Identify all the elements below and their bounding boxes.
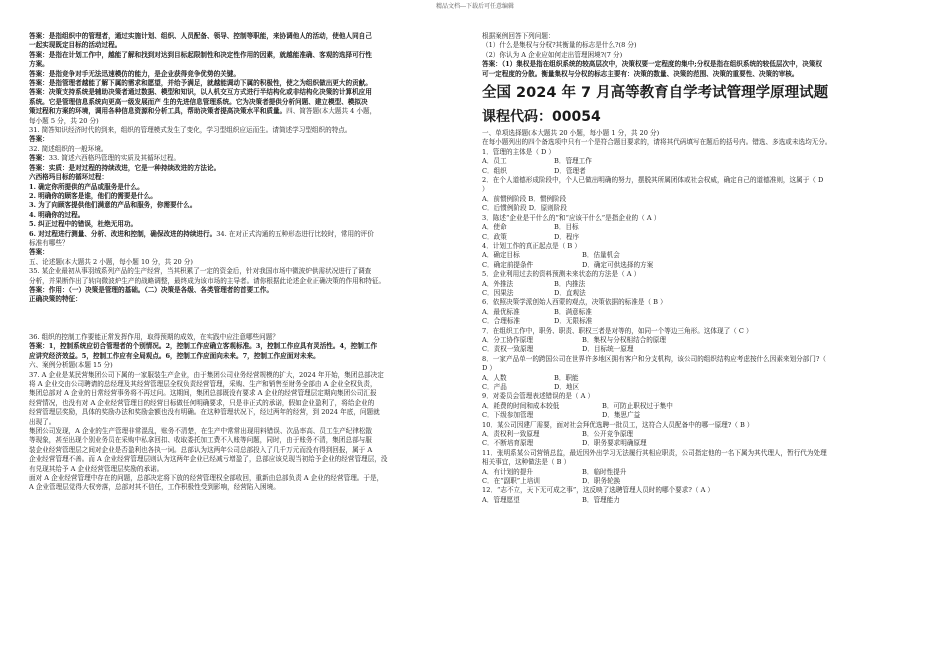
text-line xyxy=(29,183,465,192)
option-choice: A．员工 xyxy=(482,157,507,166)
line-text: 等现象，甚至出现个别业务员在采购中私拿回扣、收取委托加工费不入账等问题，同时，由于账务不清，集团总部与服 xyxy=(29,436,372,445)
text-line xyxy=(29,267,465,276)
option-row xyxy=(482,280,922,289)
line-text: 35. 某企业最初从事羽绒系列产品的生产经营，当其积累了一定的资金后，针对我国市场中微波炉供需状况进行了调查 xyxy=(29,267,372,276)
text-line xyxy=(29,418,465,427)
option-choice: A．确定目标 xyxy=(482,251,520,260)
line-text: 有兑现其给予 A 企业经营管理层奖励的承诺。 xyxy=(29,464,164,473)
question-stem: 8．一家产品单一的跨国公司在世界许多地区拥有客户和分支机构，该公司的组织结构应考虑按什么因素来划分部门?（ xyxy=(482,354,827,363)
option-choice: A．有计划的提升 xyxy=(482,467,533,476)
text-line xyxy=(29,192,465,201)
option-row xyxy=(482,383,922,392)
line-text: 答案：是指在计划工作中，越能了解和找到对达到目标起限制性和决定性作用的因素，就越能准确、客观的选择可行性 xyxy=(29,50,372,59)
option-choice: D．管理者 xyxy=(554,166,586,175)
line-text: 经营情况，也没有对 A 企业经营管理目的经营目标做任何明确要求，只是非正式的承诺，假如企业盈利了，将给企业的 xyxy=(29,398,375,407)
text-line xyxy=(29,107,465,116)
option-choice: C．确定前提条件 xyxy=(482,260,534,269)
option-row xyxy=(482,336,922,345)
option-choice: B．内推法 xyxy=(554,279,586,288)
case-question-2: （2）你认为 A 企业应如何走出管理困境?(7 分) xyxy=(482,50,623,59)
line-text: 答案：决策支持系统是辅助决策者通过数据、模型和知识，以人机交互方式进行半结构化或非结构化决策的计算机应用 xyxy=(29,88,372,97)
line-text: 答案：实质：是对过程的持续改进，它是一种持续改进的方法论。 xyxy=(29,163,221,172)
option-choice: A．人数 xyxy=(482,373,507,382)
option-choice: A．前惯例阶段 B．惯例阶段 xyxy=(482,194,567,203)
text-line xyxy=(29,408,465,417)
option-choice: A．耗费的时间和成本较低 xyxy=(482,401,560,410)
case-answer-cont: 可一定程度的分散。衡量集权与分权的标志主要有：决策的数量、决策的范围、决策的重要性、决策的审核。 xyxy=(482,69,799,78)
line-text: 2. 明确你的顾客是谁，他们的需要是什么。 xyxy=(29,191,157,200)
option-row xyxy=(482,195,922,204)
line-text: 装企业经营管理层之间对企业是否盈利也各执一词。总部认为这两年公司总部投入了几千万元而没有得到回报，属于 A xyxy=(29,445,373,454)
option-row xyxy=(482,261,922,270)
line-text: 方案。 xyxy=(29,60,49,69)
text-line xyxy=(29,239,465,248)
line-text: 答案： xyxy=(29,248,49,257)
line-text: 标准有哪些？ xyxy=(29,238,69,247)
left-column xyxy=(29,32,465,668)
option-choice: D．地区 xyxy=(554,383,580,391)
question-stem: 2．在个人道德形成阶段中，个人已做出明确的努力，摆脱其所属团体或社会权威，确定自己的道德准则，这属于（ D xyxy=(482,176,824,185)
text-line xyxy=(29,60,465,69)
line-tail: 33. 简述六西格玛管理的实质及其循环过程。 xyxy=(48,154,181,163)
line-text: 一起实现既定目标的活动过程。 xyxy=(29,41,122,50)
option-row xyxy=(482,430,922,439)
line-text: 答案： xyxy=(29,135,49,144)
course-code: 课程代码：00054 xyxy=(482,109,601,126)
text-line xyxy=(29,41,465,50)
line-text: 出现了。 xyxy=(29,417,56,426)
question-stem: 1．管理的主体是（ D ） xyxy=(482,147,556,156)
text-line xyxy=(29,295,465,304)
question-stem: 11．张明系某公司营销总监，最近因外出学习无法履行其相应职责，公司指定他的一名下属为其代理人，暂行代为处理 xyxy=(482,448,827,457)
line-text: 答案：是指组织中的管理者，通过实施计划、组织、人员配备、领导、控制等职能，来协调他人的活动，使他人同自己 xyxy=(29,32,372,40)
option-choice: B．管理工作 xyxy=(554,157,592,166)
option-choice: B．职能 xyxy=(554,373,579,382)
option-choice: A．使命 xyxy=(482,223,507,232)
line-tail: 34. 在对正式沟通的五种形态进行比较时，常用的评价 xyxy=(216,229,374,238)
case-question-1: （1）什么是集权与分权?其衡量的标志是什么?(8 分) xyxy=(482,41,637,50)
line-text: 32. 简述组织的一般环境。 xyxy=(29,144,108,153)
text-line xyxy=(29,154,465,163)
line-text: 4. 明确你的过程。 xyxy=(29,210,85,219)
option-row xyxy=(482,289,922,298)
text-line xyxy=(29,455,465,464)
option-choice: B．临时性提升 xyxy=(582,467,627,476)
option-choice: C．在“副职”上培训 xyxy=(482,477,540,486)
option-choice: C．责权一致原理 xyxy=(482,345,534,354)
text-line xyxy=(29,399,465,408)
line-text: 面对 A 企业经营管理中存在的问题，总部决定将下放的经营管理权全部收回，重新由总部负责 A 企业的经营管理。于是， xyxy=(29,474,384,483)
text-line xyxy=(29,389,465,398)
answer-label: 答案： xyxy=(482,60,502,69)
option-row xyxy=(482,496,922,505)
question-stem: 5．企业利用过去的资料预测未来状态的方法是（ A ） xyxy=(482,270,641,279)
text-line xyxy=(29,258,465,267)
option-choice: B．目标 xyxy=(554,223,579,232)
question-stem: 4．计划工作的真正起点是（ B ） xyxy=(482,241,581,250)
option-row xyxy=(482,157,922,166)
line-text: 将 A 企业交由公司聘请的总经理及其经营管理层全权负责经营管理，采购、生产和销售至财务全部由 A 企业全权负责， xyxy=(29,380,377,388)
question-stem-cont: 相关事宜，这种做法是（ B ） xyxy=(482,458,571,467)
option-row xyxy=(482,468,922,477)
section-description: 在每小题列出的四个备选项中只有一个是符合题目要求的，请将其代码填写在题后的括号内。错选、多选或未选均无分。 xyxy=(482,138,832,147)
text-line xyxy=(29,145,465,154)
text-line xyxy=(29,483,465,492)
option-row xyxy=(482,439,922,448)
question-stem: 6．依照决策学派创始人西蒙的观点，决策依据的标准是（ B ） xyxy=(482,298,667,307)
option-row xyxy=(482,251,922,260)
line-text: 应讲究经济效益。5，控制工作应有全局观点。6，控制工作应面向未来。7，控制工作应面对未来。 xyxy=(29,351,320,360)
text-line xyxy=(29,333,465,342)
text-line xyxy=(29,88,465,97)
option-row xyxy=(482,167,922,176)
line-text: 6. 对过程进行测量、分析、改进和控制，确保改进的持续进行。 xyxy=(29,229,217,238)
option-choice: B．可防止职权过于集中 xyxy=(602,401,673,410)
question-stem: 3．陈述“企业是干什么的”和“应该干什么”是指企业的（ A ） xyxy=(482,213,661,222)
line-text: 五、论述题(本大题共 2 小题，每小题 10 分，共 20 分) xyxy=(29,257,193,266)
option-choice: C．产品 xyxy=(482,383,507,391)
line-text: 经营管理层奖励，具体的奖励办法和奖励金额也没有明确。在这种管理状况下，经过两年的经营，到 2024 年底，问题就 xyxy=(29,408,380,417)
line-text: 1. 确定你所提供的产品或服务是什么。 xyxy=(29,182,144,191)
option-row xyxy=(482,374,922,383)
option-choice: C．不断培育原理 xyxy=(482,439,534,448)
option-choice: A．外推法 xyxy=(482,279,514,288)
exam-title: 全国 2024 年 7 月高等教育自学考试管理学原理试题 xyxy=(482,85,829,102)
text-line xyxy=(29,32,465,41)
option-row xyxy=(482,233,922,242)
text-line xyxy=(29,380,465,389)
option-choice: A．最优标准 xyxy=(482,307,520,316)
option-choice: D．程序 xyxy=(554,232,580,241)
line-text: 企业经营管理不善。而 A 企业经营管理层则认为这两年企业已经减亏增盈了，总部应该兑现当初给予企业的经营管理层，没 xyxy=(29,455,388,464)
line-text: 六、案例分析题(本题 15 分) xyxy=(29,361,113,370)
case-intro-line: 根据案例回答下列问题： xyxy=(482,32,555,40)
option-choice: C．政策 xyxy=(482,232,507,241)
text-line xyxy=(29,173,465,182)
line-text: 集团公司发现，A 企业的生产管理非常混乱，账务不清楚，在生产中常常出现用料错误、次品率高、员工生产纪律松散 xyxy=(29,427,373,436)
text-line xyxy=(29,98,465,107)
text-line xyxy=(29,220,465,229)
line-text: 系统。它是管理信息系统向更高一级发展而产 生的先进信息管理系统。它为决策者提供分析问题、建立模型、模拟决 xyxy=(29,97,368,106)
case-answer xyxy=(482,60,922,69)
question-stem: 7．在组织工作中，职务、职责、职权三者是对等的，如同一个等边三角形。这体现了（ C ） xyxy=(482,326,753,335)
line-text: 策过程和方案的环境，调用各种信息资源和分析工具，帮助决策者提高决策水平和质量。 xyxy=(29,107,287,116)
section-title: 一、单项选择题(本大题共 20 小题，每小题 1 分，共 20 分) xyxy=(482,129,660,138)
option-choice: B．满意标准 xyxy=(554,307,592,316)
answer-text: （1）集权是指在组织系统的较高层次中，决策权要一定程度的集中;分权是指在组织系统的较低层次中，决策权 xyxy=(501,60,823,69)
text-line xyxy=(29,248,465,257)
text-line xyxy=(29,371,465,380)
line-text: 正确决策的特征： xyxy=(29,295,82,304)
text-line xyxy=(29,126,465,135)
option-row xyxy=(482,411,922,420)
option-choice: D．职务要求明确原理 xyxy=(582,439,647,448)
option-choice: C．下级参加管理 xyxy=(482,411,534,420)
line-text: 每小题 5 分，共 20 分) xyxy=(29,116,99,125)
option-choice: A．分工协作原理 xyxy=(482,335,533,344)
line-text: 分析，并果断作出了转向微波炉生产的战略调整，最终成为该市场的主导者。请你根据此论述企业正确决策的作用和特征。 xyxy=(29,276,386,285)
option-row xyxy=(482,317,922,326)
question-stem: 12．“志不立，天下无可成之事”，这反映了选聘管理人员时的哪个要求?（ A ） xyxy=(482,486,715,495)
line-text: 答案：1，控制系统应切合管理者的个别情况。2，控制工作应确立客观标准。3，控制工作应具有灵活性。4，控制工作 xyxy=(29,342,378,351)
text-line xyxy=(29,211,465,220)
option-choice: C．因果法 xyxy=(482,288,514,297)
line-text: 31. 简答知识经济时代的到来，组织的管理模式发生了变化，学习型组织应运而生。请简述学习型组织的特点。 xyxy=(29,126,352,135)
option-choice: D．直观法 xyxy=(554,288,586,297)
text-line xyxy=(29,201,465,210)
text-line xyxy=(29,305,465,333)
line-text: 答案：是指竞争对手无法迅速模仿的能力，是企业获得竞争优势的关键。 xyxy=(29,69,240,78)
option-choice: B．集权与分权相结合的原理 xyxy=(582,335,666,344)
option-choice: B．公开竞争原理 xyxy=(582,430,634,439)
line-text: 答案：是指管理者越能了解下属的需求和愿望，并给予满足，就越能调动下属的积极性，使之为组织做出更大的贡献。 xyxy=(29,79,372,88)
line-text: 5. 纠正过程中的错误，杜绝无用功。 xyxy=(29,220,138,229)
right-column xyxy=(482,32,922,668)
option-row xyxy=(482,402,922,411)
text-line xyxy=(29,70,465,79)
line-text: 37. A 企业是某民营集团公司下属的一家服装生产企业，由于集团公司业务经营规模的扩大，2024 年开始，集团总部决定 xyxy=(29,370,384,379)
option-choice: D．目标统一原理 xyxy=(582,345,634,354)
line-tail: 四、简答题(本大题共 4 小题， xyxy=(286,107,377,116)
text-line xyxy=(29,352,465,361)
text-line xyxy=(29,117,465,126)
question-stem: 10．某公司因建厂需要，面对社会拜优选聘一批员工，这符合人员配备中的哪一原理?（ B ） xyxy=(482,420,754,429)
text-line xyxy=(29,164,465,173)
text-line xyxy=(29,361,465,370)
question-stem: 9．对委员会管理表述错误的是（ A ） xyxy=(482,392,595,401)
line-text: 答案： xyxy=(29,154,49,163)
option-row xyxy=(482,308,922,317)
text-line xyxy=(29,465,465,474)
option-choice: A．管理愿望 xyxy=(482,495,520,504)
text-line xyxy=(29,277,465,286)
line-text: 六西格玛目标的循环过程： xyxy=(29,173,109,182)
option-choice: B．管理能力 xyxy=(582,495,620,504)
question-list xyxy=(482,148,922,505)
option-choice: D．职务轮换 xyxy=(582,477,621,486)
line-text: 答案：作用：（一）决策是管理的基础。（二）决策是各级、各类管理者的首要工作。 xyxy=(29,285,273,294)
text-line xyxy=(29,286,465,295)
page-header: 精品文档---下载后可任意编辑 xyxy=(435,3,515,10)
question-stem-cont: ） xyxy=(482,185,489,194)
text-line xyxy=(29,436,465,445)
text-line xyxy=(29,135,465,144)
option-choice: C．组织 xyxy=(482,166,507,175)
option-choice: D．确定可供选择的方案 xyxy=(582,260,654,269)
option-choice: C．合理标准 xyxy=(482,317,521,326)
option-choice: C．后惯例阶段 D．原则阶段 xyxy=(482,204,567,213)
option-row xyxy=(482,223,922,232)
option-choice: A．责权利一致原理 xyxy=(482,430,540,439)
line-text: A 企业管理层觉得大权旁落，总部对其不信任，工作积极性受到影响，经营陷入困境。 xyxy=(29,483,280,492)
text-line xyxy=(29,230,465,239)
text-line xyxy=(29,51,465,60)
option-row xyxy=(482,345,922,354)
option-choice: D．集思广益 xyxy=(602,411,641,420)
option-choice: D．无限标准 xyxy=(554,317,593,326)
line-text: 集团总部对 A 企业的日常经营事务将不再过问。这期间，集团总部既没有要求 A 企业的经营管理层定期向集团公司汇报 xyxy=(29,389,377,398)
line-text: 3. 为了向顾客提供他们满意的产品和服务，你需要什么。 xyxy=(29,201,197,210)
line-text: 36. 组织的控制工作要能正常发挥作用，取得预期的成效，在实践中应注意哪些问题？ xyxy=(29,332,279,341)
option-row xyxy=(482,204,922,213)
text-line xyxy=(29,342,465,351)
question-stem-cont: D ） xyxy=(482,364,496,373)
option-choice: B．估量机会 xyxy=(582,251,620,260)
text-line xyxy=(29,446,465,455)
